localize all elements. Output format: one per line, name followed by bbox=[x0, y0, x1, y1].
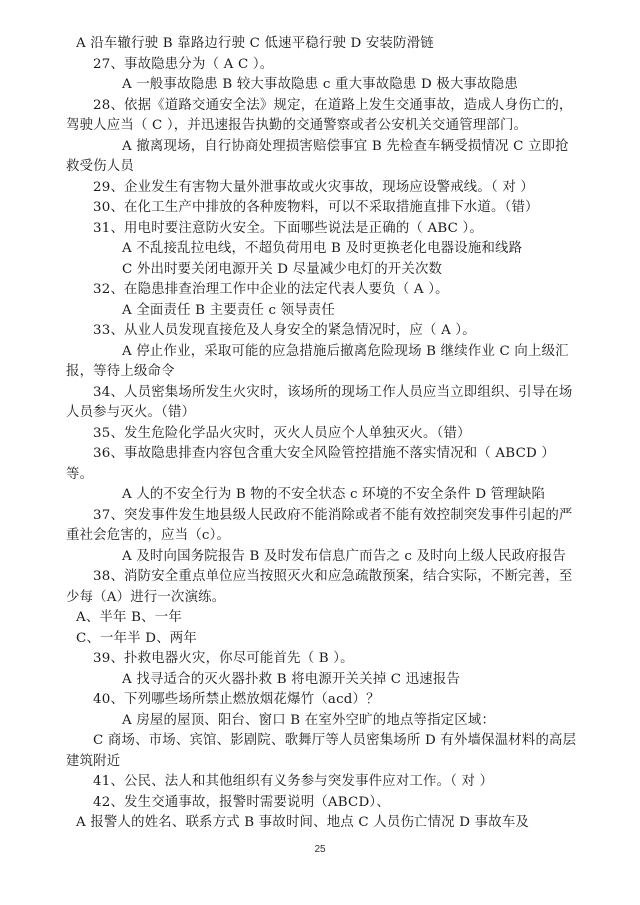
text-line: 34、人员密集场所发生火灾时，该场所的现场工作人员应当立即组织、引导在场人员参与灭火。（错） bbox=[66, 384, 573, 420]
text-line: A 停止作业，采取可能的应急措施后撤离危险现场 B 继续作业 C 向上级汇报，等待上级命令 bbox=[66, 343, 569, 379]
text-line: 39、扑救电器火灾，你尽可能首先（ B ）。 bbox=[93, 651, 354, 666]
text-line: A 找寻适合的灭火器扑救 B 将电源开关关掉 C 迅速报告 bbox=[122, 671, 461, 687]
text-line: 30、在化工生产中排放的各种废物料，可以不采取措施直排下水道。（错） bbox=[93, 200, 539, 215]
text-line: A 报警人的姓名、联系方式 B 事故时间、地点 C 人员伤亡情况 D 事故车及 bbox=[76, 815, 530, 830]
text-line: 41、公民、法人和其他组织有义务参与突发事件应对工作。（ 对 ） bbox=[93, 774, 494, 789]
text-line: 27、事故隐患分为（ A C ）。 bbox=[93, 56, 274, 72]
text-line: 36、事故隐患排查内容包含重大安全风险管控措施不落实情况和（ ABCD ）等。 bbox=[66, 446, 556, 482]
text-line: 35、发生危险化学品火灾时，灭火人员应个人单独灭火。（错） bbox=[93, 425, 471, 441]
text-line: 42、发生交通事故，报警时需要说明（ABCD）、 bbox=[93, 794, 390, 810]
text-line: C 商场、市场、宾馆、影剧院、歌舞厅等人员密集场所 D 有外墙保温材料的高层建筑附近 bbox=[66, 733, 577, 769]
document-body bbox=[66, 34, 580, 834]
text-line: 31、用电时要注意防火安全。下面哪些说法是正确的（ ABC ）。 bbox=[93, 220, 484, 236]
text-line: A 全面责任 B 主要责任 c 领导责任 bbox=[122, 302, 335, 318]
text-line: A 一般事故隐患 B 较大事故隐患 c 重大事故隐患 D 极大事故隐患 bbox=[122, 77, 518, 92]
text-line: A 及时向国务院报告 B 及时发布信息广而告之 c 及时向上级人民政府报告 bbox=[122, 548, 567, 564]
text-line: A 人的不安全行为 B 物的不安全状态 c 环境的不安全条件 D 管理缺陷 bbox=[122, 487, 546, 502]
text-line: 40、下列哪些场所禁止燃放烟花爆竹（acd）？ bbox=[93, 692, 380, 707]
text-line: A、半年 B、一年 bbox=[76, 610, 182, 625]
text-line: 37、突发事件发生地县级人民政府不能消除或者不能有效控制突发事件引起的严重社会危害的，应当（c）。 bbox=[66, 507, 573, 543]
text-line: C 外出时要关闭电源开关 D 尽量减少电灯的开关次数 bbox=[122, 261, 443, 277]
page-number: 25 bbox=[314, 844, 326, 855]
text-line: 32、在隐患排查治理工作中企业的法定代表人要负（ A ）。 bbox=[93, 282, 449, 297]
text-line: A 房屋的屋顶、阳台、窗口 B 在室外空旷的地点等指定区域： bbox=[122, 712, 496, 728]
text-line: A 不乱接乱拉电线，不超负荷用电 B 及时更换老化电器设施和线路 bbox=[122, 241, 523, 256]
text-line: A 撤离现场，自行协商处理损害赔偿事宜 B 先检查车辆受损情况 C 立即抢救受伤人员 bbox=[66, 138, 569, 174]
text-line: 38、消防安全重点单位应当按照灭火和应急疏散预案，结合实际，不断完善，至少每（A）进行一次演练。 bbox=[66, 569, 573, 605]
text-line: 33、从业人员发现直接危及人身安全的紧急情况时，应（ A ）。 bbox=[93, 323, 476, 338]
text-line: C、一年半 D、两年 bbox=[76, 630, 197, 646]
text-line: 29、企业发生有害物大量外泄事故或火灾事故，现场应设警戒线。（ 对 ） bbox=[93, 179, 534, 195]
text-line: A 沿车辙行驶 B 靠路边行驶 C 低速平稳行驶 D 安装防滑链 bbox=[76, 36, 434, 51]
text-line: 28、依据《道路交通安全法》规定，在道路上发生交通事故，造成人身伤亡的，驾驶人应当（ C ），并迅速报告执勤的交通警察或者公安机关交通管理部门。 bbox=[66, 97, 573, 133]
